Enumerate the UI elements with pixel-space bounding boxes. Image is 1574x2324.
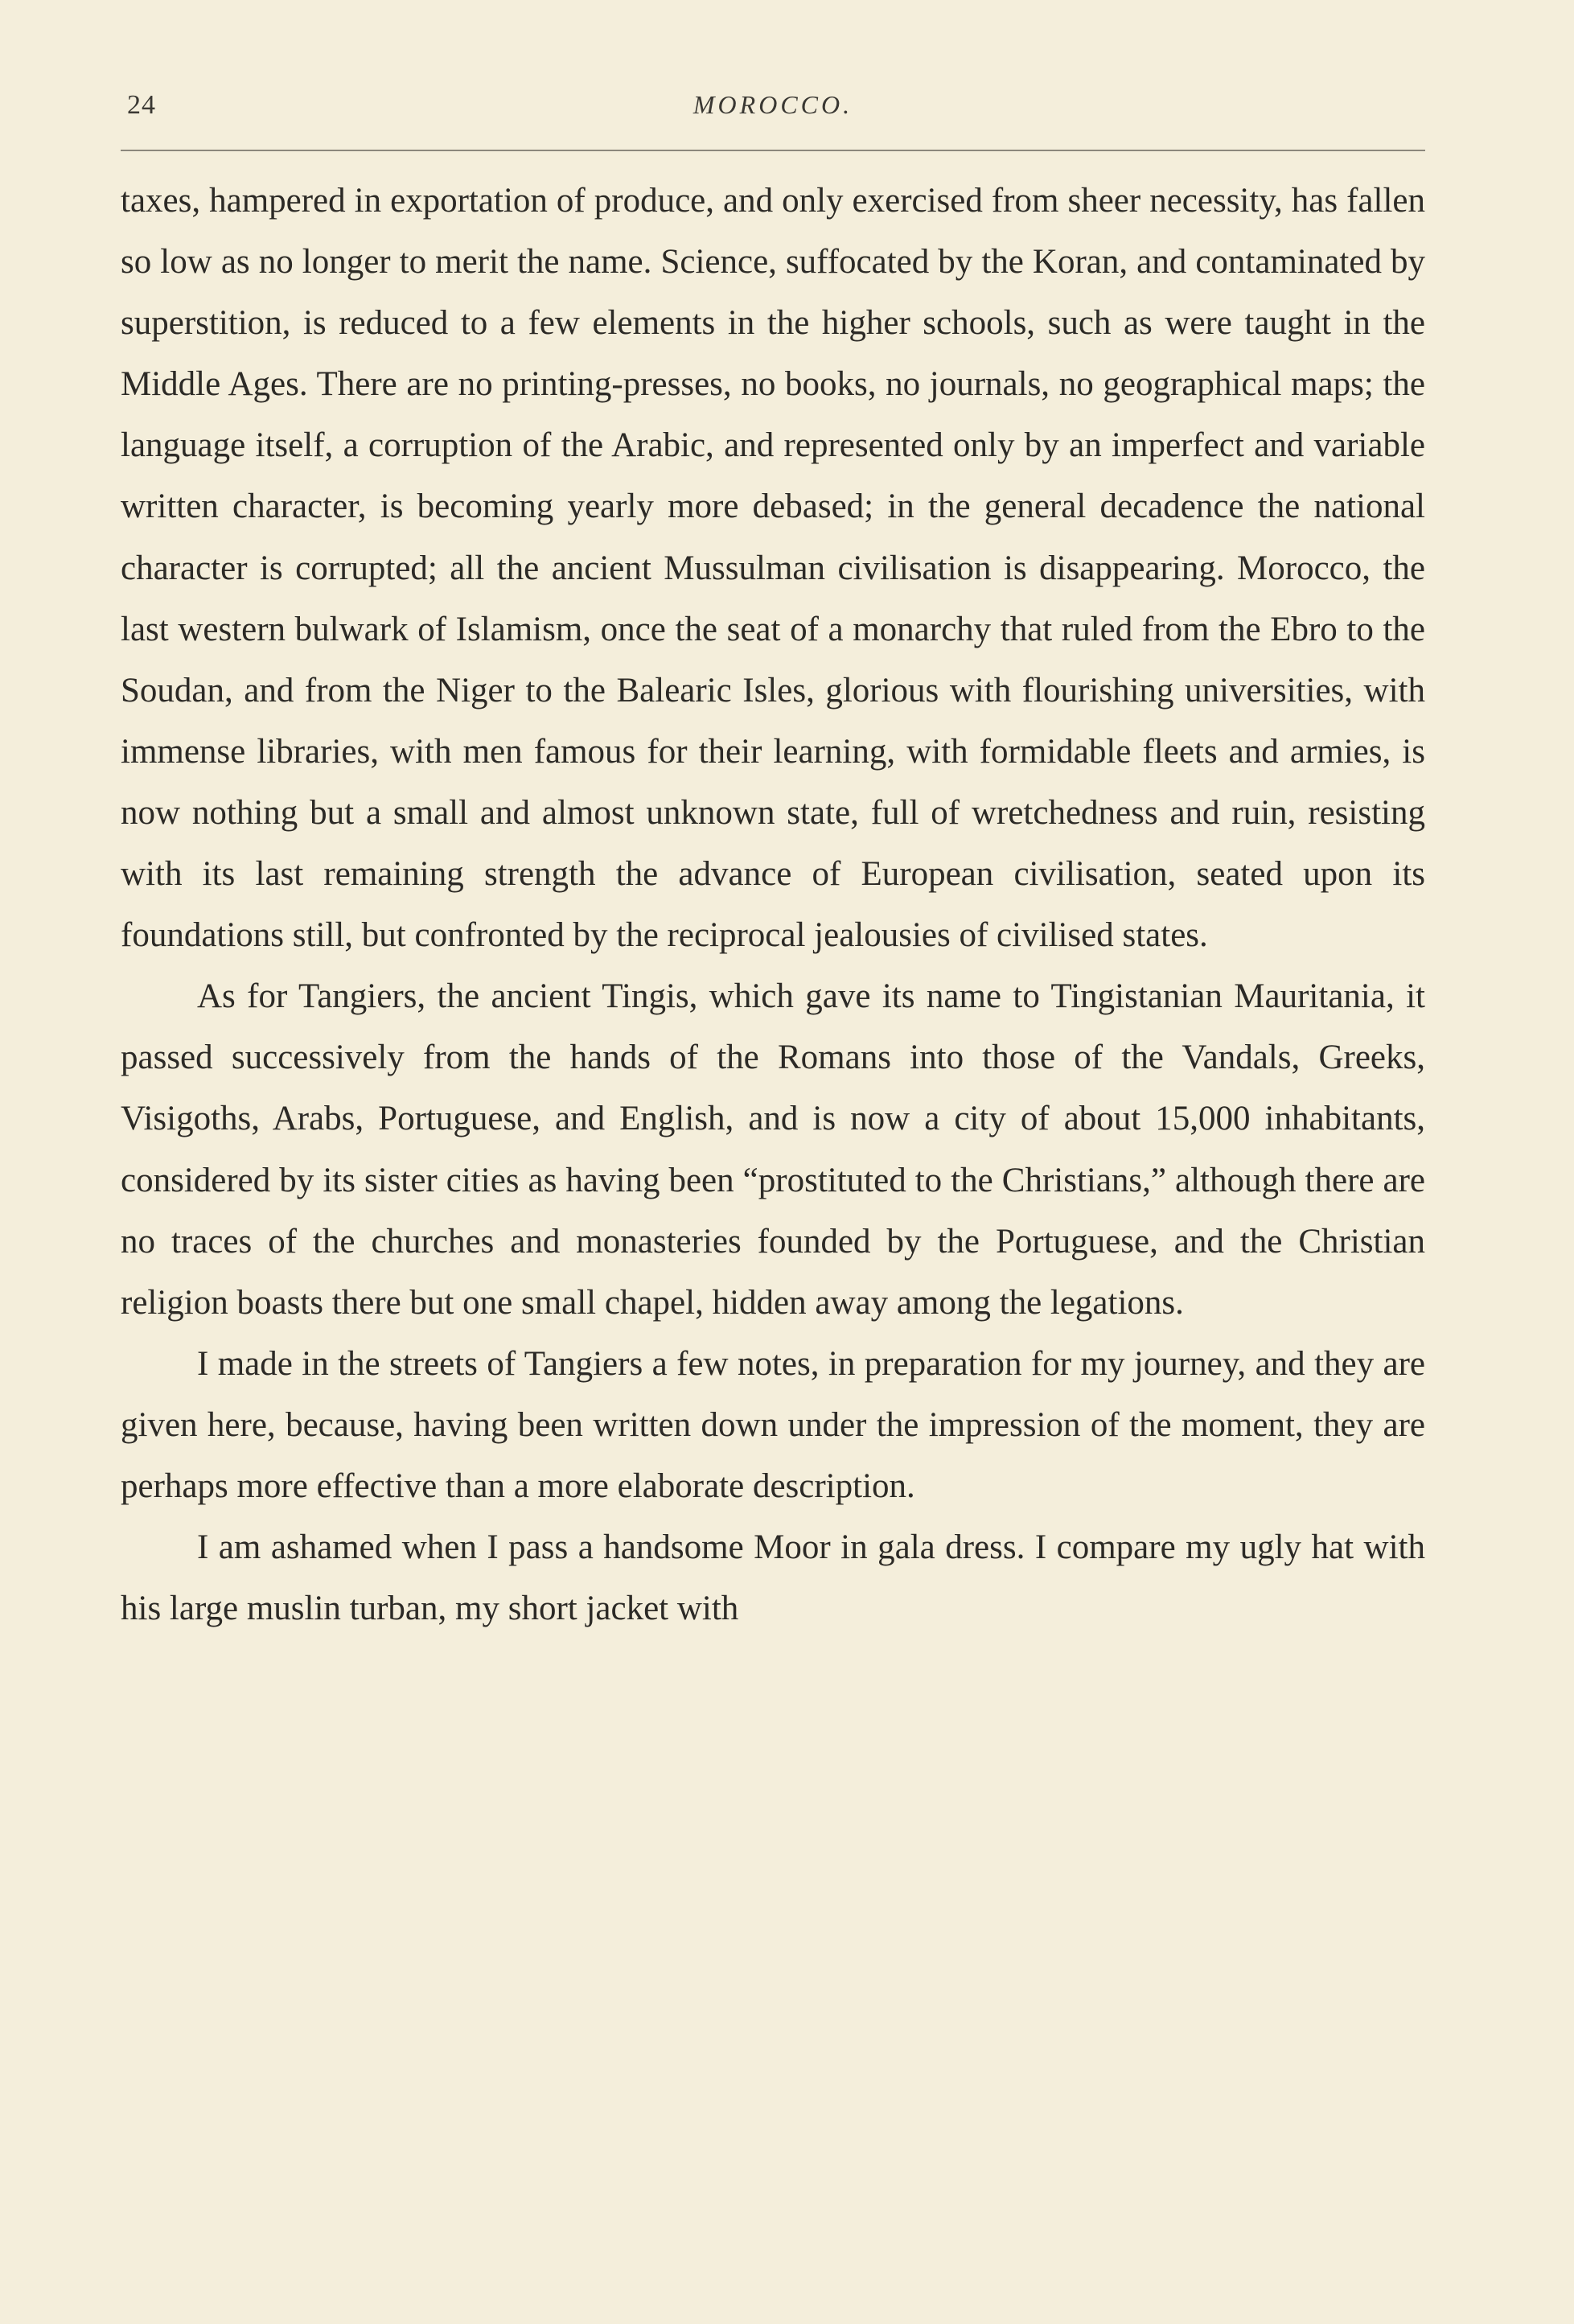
header-rule — [121, 150, 1425, 151]
paragraph-continued: taxes, hampered in exportation of produce, and only exercised from sheer necessity, has fallen so low as no longer to merit the name. Science, suffocated by the Koran, and contaminated by superstition, is reduced to a few elements in the higher schools, such as were taught in the Middle Ages. There are no printing-presses, no books, no journals, no geographical maps; the language itself, a corruption of the Arabic, and represented only by an imperfect and variable written character, is becoming yearly more debased; in the general decadence the national character is corrupted; all the ancient Mussulman civilisation is disappearing. Morocco, the last western bulwark of Islamism, once the seat of a monarchy that ruled from the Ebro to the Soudan, and from the Niger to the Balearic Isles, glorious with flourishing universities, with immense libraries, with men famous for their learning, with formidable fleets and armies, is now nothing but a small and almost unknown state, full of wretchedness and ruin, resisting with its last remaining strength the advance of European civilisation, seated upon its foundations still, but confronted by the reciprocal jealousies of civilised states. — [121, 182, 1425, 955]
paragraph-tangiers: As for Tangiers, the ancient Tingis, which gave its name to Tingistanian Mauritania, it passed successively from the hands of the Romans into those of the Vandals, Greeks, Visigoths, Arabs, Portuguese, and English, and is now a city of about 15,000 inhabitants, considered by its sister cities as having been “prostituted to the Christians,” although there are no traces of the churches and monasteries founded by the Portuguese, and the Christian religion boasts there but one small chapel, hidden away among the legations. — [121, 977, 1425, 1322]
body-text — [121, 171, 1425, 1639]
paragraph-notes: I made in the streets of Tangiers a few notes, in preparation for my journey, and they are given here, because, having been written down under the impression of the moment, they are perhaps more effective than a more elaborate description. — [121, 1344, 1425, 1505]
page-header — [121, 90, 1425, 135]
paragraph-moor: I am ashamed when I pass a handsome Moor in gala dress. I compare my ugly hat with his large muslin turban, my short jacket with — [121, 1528, 1425, 1628]
page-number: 24 — [127, 90, 156, 120]
running-title: MOROCCO. — [692, 90, 853, 119]
